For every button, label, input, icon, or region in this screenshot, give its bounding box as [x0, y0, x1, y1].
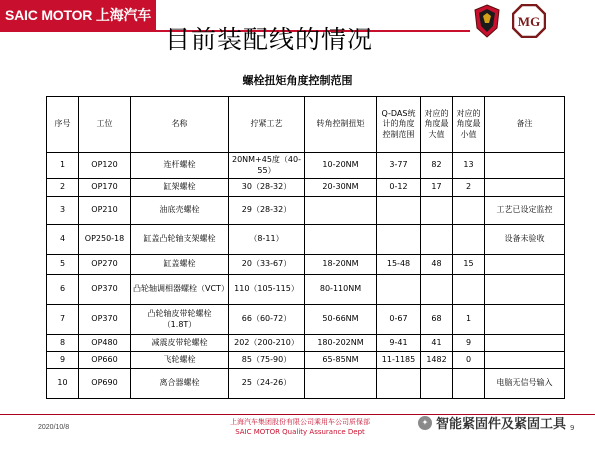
- table-header-row: [47, 97, 565, 153]
- cell-remarks: [485, 153, 565, 179]
- table-row: [47, 225, 565, 255]
- footer-date: 2020/10/8: [38, 424, 70, 431]
- cell-station: OP270: [79, 255, 131, 275]
- cell-remarks: 电脑无信号输入: [485, 369, 565, 399]
- cell-name: 飞轮螺栓: [131, 352, 229, 369]
- cell-seq: 3: [47, 197, 79, 225]
- cell-angle-min: 13: [453, 153, 485, 179]
- cell-name: 缸盖凸轮轴支架螺栓: [131, 225, 229, 255]
- cell-remarks: [485, 352, 565, 369]
- cell-remarks: [485, 335, 565, 352]
- cell-angle-torque: 20-30NM: [305, 179, 377, 197]
- cell-angle-max: [421, 369, 453, 399]
- cell-process: 20NM+45度（40-55）: [229, 153, 305, 179]
- cell-angle-min: 15: [453, 255, 485, 275]
- mg-badge-icon: [512, 4, 546, 38]
- cell-station: OP370: [79, 275, 131, 305]
- cell-process: 66（60-72）: [229, 305, 305, 335]
- header-remarks: 备注: [485, 97, 565, 153]
- cell-process: 85（75-90）: [229, 352, 305, 369]
- cell-name: 缸盖螺栓: [131, 255, 229, 275]
- header-qdas-range: Q-DAS统计的角度控制范围: [377, 97, 421, 153]
- cell-qdas-range: [377, 225, 421, 255]
- cell-angle-min: 1: [453, 305, 485, 335]
- cell-qdas-range: 11-1185: [377, 352, 421, 369]
- saic-logo: [0, 0, 156, 30]
- footer-company-en: SAIC MOTOR Quality Assurance Dept: [235, 427, 365, 436]
- header-angle-torque: 转角控制扭矩: [305, 97, 377, 153]
- cell-angle-min: [453, 275, 485, 305]
- cell-angle-torque: 80-110NM: [305, 275, 377, 305]
- cell-name: 缸架螺栓: [131, 179, 229, 197]
- cell-name: 连杆螺栓: [131, 153, 229, 179]
- cell-angle-min: 0: [453, 352, 485, 369]
- table-row: [47, 305, 565, 335]
- cell-process: （8-11）: [229, 225, 305, 255]
- cell-angle-max: [421, 225, 453, 255]
- footer-company: [200, 418, 400, 438]
- cell-station: OP120: [79, 153, 131, 179]
- cell-seq: 2: [47, 179, 79, 197]
- cell-station: OP170: [79, 179, 131, 197]
- cell-seq: 1: [47, 153, 79, 179]
- cell-process: 20（33-67）: [229, 255, 305, 275]
- wechat-icon: ✦: [418, 416, 432, 430]
- cell-seq: 7: [47, 305, 79, 335]
- svg-text:MG: MG: [517, 14, 541, 29]
- watermark: [418, 413, 566, 432]
- cell-qdas-range: 0-67: [377, 305, 421, 335]
- table-row: [47, 335, 565, 352]
- cell-process: 30（28-32）: [229, 179, 305, 197]
- cell-station: OP660: [79, 352, 131, 369]
- cell-name: 离合器螺栓: [131, 369, 229, 399]
- header-seq: 序号: [47, 97, 79, 153]
- cell-angle-max: 1482: [421, 352, 453, 369]
- cell-qdas-range: [377, 369, 421, 399]
- cell-angle-min: 2: [453, 179, 485, 197]
- cell-name: 凸轮轴调相器螺栓（VCT）: [131, 275, 229, 305]
- cell-angle-min: 9: [453, 335, 485, 352]
- table-row: [47, 275, 565, 305]
- footer-page-number: 9: [570, 424, 575, 432]
- cell-angle-min: [453, 225, 485, 255]
- cell-station: OP480: [79, 335, 131, 352]
- cell-angle-min: [453, 369, 485, 399]
- cell-remarks: [485, 179, 565, 197]
- table-row: [47, 369, 565, 399]
- cell-angle-torque: 180-202NM: [305, 335, 377, 352]
- cell-name: 凸轮轴皮带轮螺栓（1.8T）: [131, 305, 229, 335]
- cell-process: 29（28-32）: [229, 197, 305, 225]
- table-row: [47, 352, 565, 369]
- cell-remarks: 设备未验收: [485, 225, 565, 255]
- cell-angle-torque: 65-85NM: [305, 352, 377, 369]
- cell-seq: 4: [47, 225, 79, 255]
- cell-remarks: [485, 255, 565, 275]
- table-row: [47, 197, 565, 225]
- cell-angle-torque: 18-20NM: [305, 255, 377, 275]
- cell-qdas-range: 15-48: [377, 255, 421, 275]
- table-row: [47, 179, 565, 197]
- cell-process: 25（24-26）: [229, 369, 305, 399]
- header-process: 拧紧工艺: [229, 97, 305, 153]
- saic-logo-text: SAIC MOTOR 上海汽车: [5, 7, 152, 23]
- cell-angle-min: [453, 197, 485, 225]
- header-angle-min: 对应的角度最小值: [453, 97, 485, 153]
- cell-qdas-range: [377, 275, 421, 305]
- table-row: [47, 255, 565, 275]
- cell-qdas-range: [377, 197, 421, 225]
- torque-angle-table: [46, 96, 565, 399]
- page-title: 目前装配线的情况: [165, 25, 374, 54]
- header-angle-max: 对应的角度最大值: [421, 97, 453, 153]
- table-row: [47, 153, 565, 179]
- cell-station: OP250-18: [79, 225, 131, 255]
- cell-station: OP690: [79, 369, 131, 399]
- cell-angle-torque: [305, 197, 377, 225]
- cell-angle-max: 41: [421, 335, 453, 352]
- cell-angle-torque: 50-66NM: [305, 305, 377, 335]
- cell-angle-max: 68: [421, 305, 453, 335]
- cell-angle-torque: [305, 225, 377, 255]
- cell-name: 油底壳螺栓: [131, 197, 229, 225]
- cell-remarks: 工艺已设定监控: [485, 197, 565, 225]
- cell-process: 202（200-210）: [229, 335, 305, 352]
- roewe-badge-icon: [474, 4, 500, 38]
- cell-station: OP210: [79, 197, 131, 225]
- watermark-text: 智能紧固件及紧固工具: [436, 417, 567, 432]
- cell-angle-max: 48: [421, 255, 453, 275]
- cell-angle-torque: [305, 369, 377, 399]
- cell-remarks: [485, 305, 565, 335]
- cell-angle-max: 82: [421, 153, 453, 179]
- cell-remarks: [485, 275, 565, 305]
- cell-seq: 6: [47, 275, 79, 305]
- cell-angle-max: 17: [421, 179, 453, 197]
- cell-seq: 8: [47, 335, 79, 352]
- cell-seq: 9: [47, 352, 79, 369]
- cell-qdas-range: 9-41: [377, 335, 421, 352]
- header-name: 名称: [131, 97, 229, 153]
- cell-process: 110（105-115）: [229, 275, 305, 305]
- cell-qdas-range: 0-12: [377, 179, 421, 197]
- cell-angle-torque: 10-20NM: [305, 153, 377, 179]
- cell-qdas-range: 3-77: [377, 153, 421, 179]
- cell-angle-max: [421, 275, 453, 305]
- cell-angle-max: [421, 197, 453, 225]
- footer-company-cn: 上海汽车集团股份有限公司乘用车公司质保部: [230, 418, 370, 426]
- header-station: 工位: [79, 97, 131, 153]
- cell-seq: 10: [47, 369, 79, 399]
- cell-seq: 5: [47, 255, 79, 275]
- cell-name: 减震皮带轮螺栓: [131, 335, 229, 352]
- table-subtitle: 螺栓扭矩角度控制范围: [242, 74, 353, 87]
- cell-station: OP370: [79, 305, 131, 335]
